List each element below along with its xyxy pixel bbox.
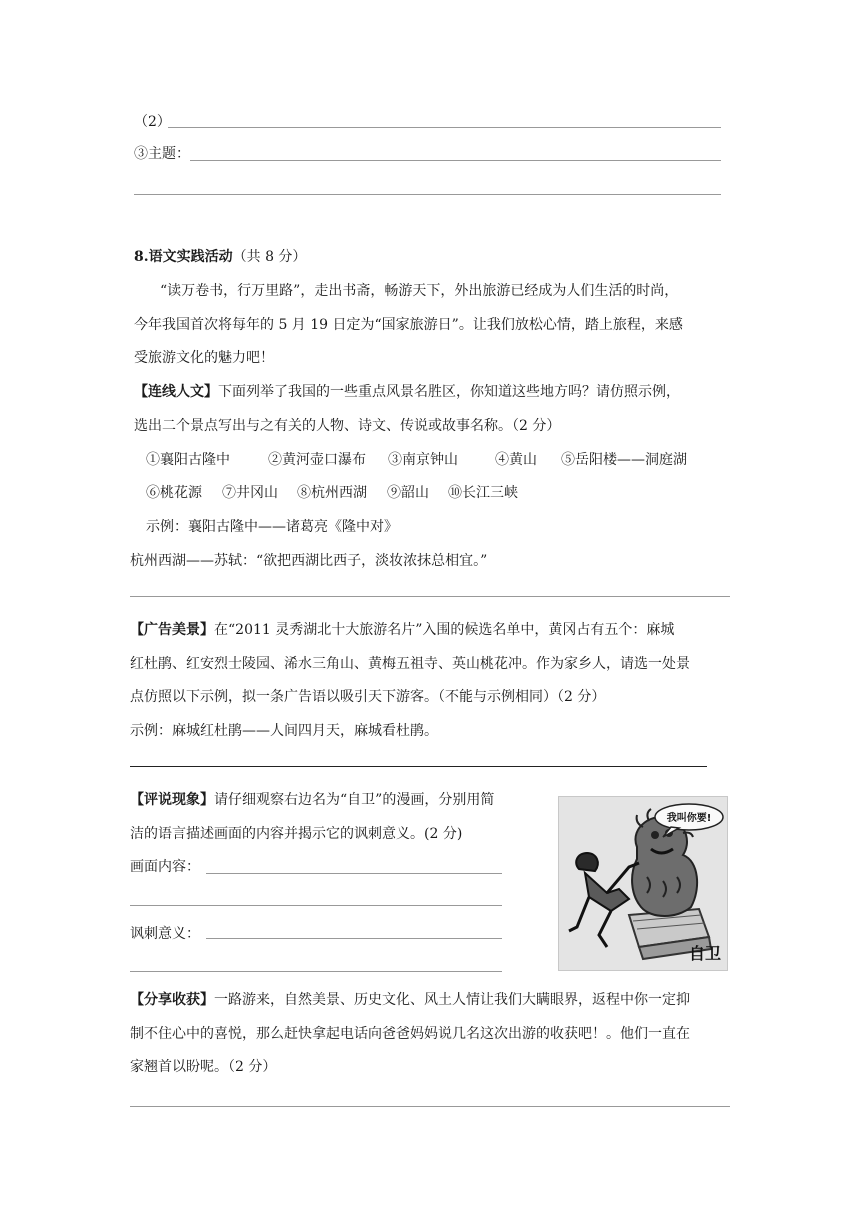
fenxiang-tag: 【分享收获】 bbox=[130, 992, 214, 1008]
cartoon-speech-text: 我叫你要! bbox=[666, 813, 712, 824]
site-item: ①襄阳古隆中 bbox=[146, 452, 230, 468]
site-item: ②黄河壶口瀑布 bbox=[268, 452, 366, 468]
pingshuo-text-1: 请仔细观察右边名为“自卫”的漫画，分别用简 bbox=[214, 792, 495, 808]
fenxiang-line-2: 制不住心中的喜悦，那么赶快拿起电话向爸爸妈妈说几名这次出游的收获吧！。他们一直在 bbox=[130, 1026, 690, 1042]
guanggao-line-1 bbox=[130, 620, 674, 640]
guanggao-line-3: 点仿照以下示例，拟一条广告语以吸引天下游客。（不能与示例相同）（2 分） bbox=[130, 689, 606, 705]
site-item: ⑦井冈山 bbox=[222, 485, 278, 501]
content-answer-line-2[interactable] bbox=[130, 905, 502, 906]
cartoon-caption: 自卫 bbox=[688, 944, 721, 963]
intro-line-1: “读万卷书，行万里路”，走出书斋，畅游天下，外出旅游已经成为人们生活的时尚， bbox=[160, 283, 679, 299]
pingshuo-tag: 【评说现象】 bbox=[130, 792, 214, 808]
site-item: ⑩长江三峡 bbox=[448, 485, 518, 501]
fenxiang-text-1: 一路游来，自然美景、历史文化、风土人情让我们大瞒眼界，返程中你一定抑 bbox=[214, 992, 690, 1008]
answer-line-theme[interactable] bbox=[190, 160, 721, 161]
lianxian-answer: 杭州西湖——苏轼：“欲把西湖比西子，淡妆浓抹总相宜。” bbox=[130, 553, 488, 569]
question-points: （共 8 分） bbox=[232, 249, 307, 265]
content-answer-line[interactable] bbox=[206, 873, 502, 874]
site-item: ⑤岳阳楼——洞庭湖 bbox=[561, 452, 687, 468]
site-item: ③南京钟山 bbox=[388, 452, 458, 468]
question-8-header bbox=[134, 247, 306, 267]
question-title: 语文实践活动 bbox=[148, 249, 233, 265]
site-item: ⑥桃花源 bbox=[146, 485, 202, 501]
answer-item-2-label: （2） bbox=[134, 114, 171, 130]
intro-line-3: 受旅游文化的魅力吧！ bbox=[134, 350, 274, 366]
lianxian-line-2: 选出二个景点写出与之有关的人物、诗文、传说或故事名称。（2 分） bbox=[134, 418, 561, 434]
guanggao-example: 示例：麻城红杜鹃——人间四月天，麻城看杜鹃。 bbox=[130, 723, 438, 739]
answer-theme-label: ③主题： bbox=[134, 146, 190, 162]
site-item: ⑨韶山 bbox=[387, 485, 429, 501]
fenxiang-line-3: 家翘首以盼呢。（2 分） bbox=[130, 1059, 277, 1075]
pingshuo-line-2: 洁的语言描述画面的内容并揭示它的讽刺意义。(2 分) bbox=[130, 826, 463, 842]
content-label: 画面内容： bbox=[130, 859, 200, 875]
guanggao-tag: 【广告美景】 bbox=[130, 622, 214, 638]
intro-line-2: 今年我国首次将每年的 5 月 19 日定为“国家旅游日”。让我们放松心情，踏上旅程，来感 bbox=[134, 317, 683, 333]
fenxiang-answer-line[interactable] bbox=[130, 1106, 730, 1107]
meaning-answer-line-2[interactable] bbox=[130, 971, 502, 972]
pingshuo-line-1 bbox=[130, 790, 494, 810]
answer-line-theme-2[interactable] bbox=[134, 194, 721, 195]
answer-line-item-2[interactable] bbox=[168, 127, 721, 128]
lianxian-answer-line[interactable] bbox=[130, 596, 730, 597]
meaning-answer-line[interactable] bbox=[206, 938, 502, 939]
lianxian-line-1 bbox=[134, 382, 680, 402]
lianxian-example: 示例：襄阳古隆中——诸葛亮《隆中对》 bbox=[146, 519, 398, 535]
meaning-label: 讽刺意义： bbox=[130, 926, 200, 942]
guanggao-answer-line[interactable] bbox=[130, 766, 707, 767]
cartoon-self-defense-image bbox=[558, 796, 728, 971]
guanggao-text-1: 在“2011 灵秀湖北十大旅游名片”入围的候选名单中，黄冈占有五个：麻城 bbox=[214, 622, 675, 638]
lianxian-text-1: 下面列举了我国的一些重点风景名胜区，你知道这些地方吗？请仿照示例， bbox=[218, 384, 680, 400]
guanggao-line-2: 红杜鹃、红安烈士陵园、浠水三角山、黄梅五祖寺、英山桃花冲。作为家乡人，请选一处景 bbox=[130, 656, 690, 672]
lianxian-tag: 【连线人文】 bbox=[134, 384, 218, 400]
question-number: 8. bbox=[134, 249, 149, 265]
site-item: ④黄山 bbox=[495, 452, 537, 468]
fenxiang-line-1 bbox=[130, 990, 690, 1010]
site-item: ⑧杭州西湖 bbox=[297, 485, 367, 501]
